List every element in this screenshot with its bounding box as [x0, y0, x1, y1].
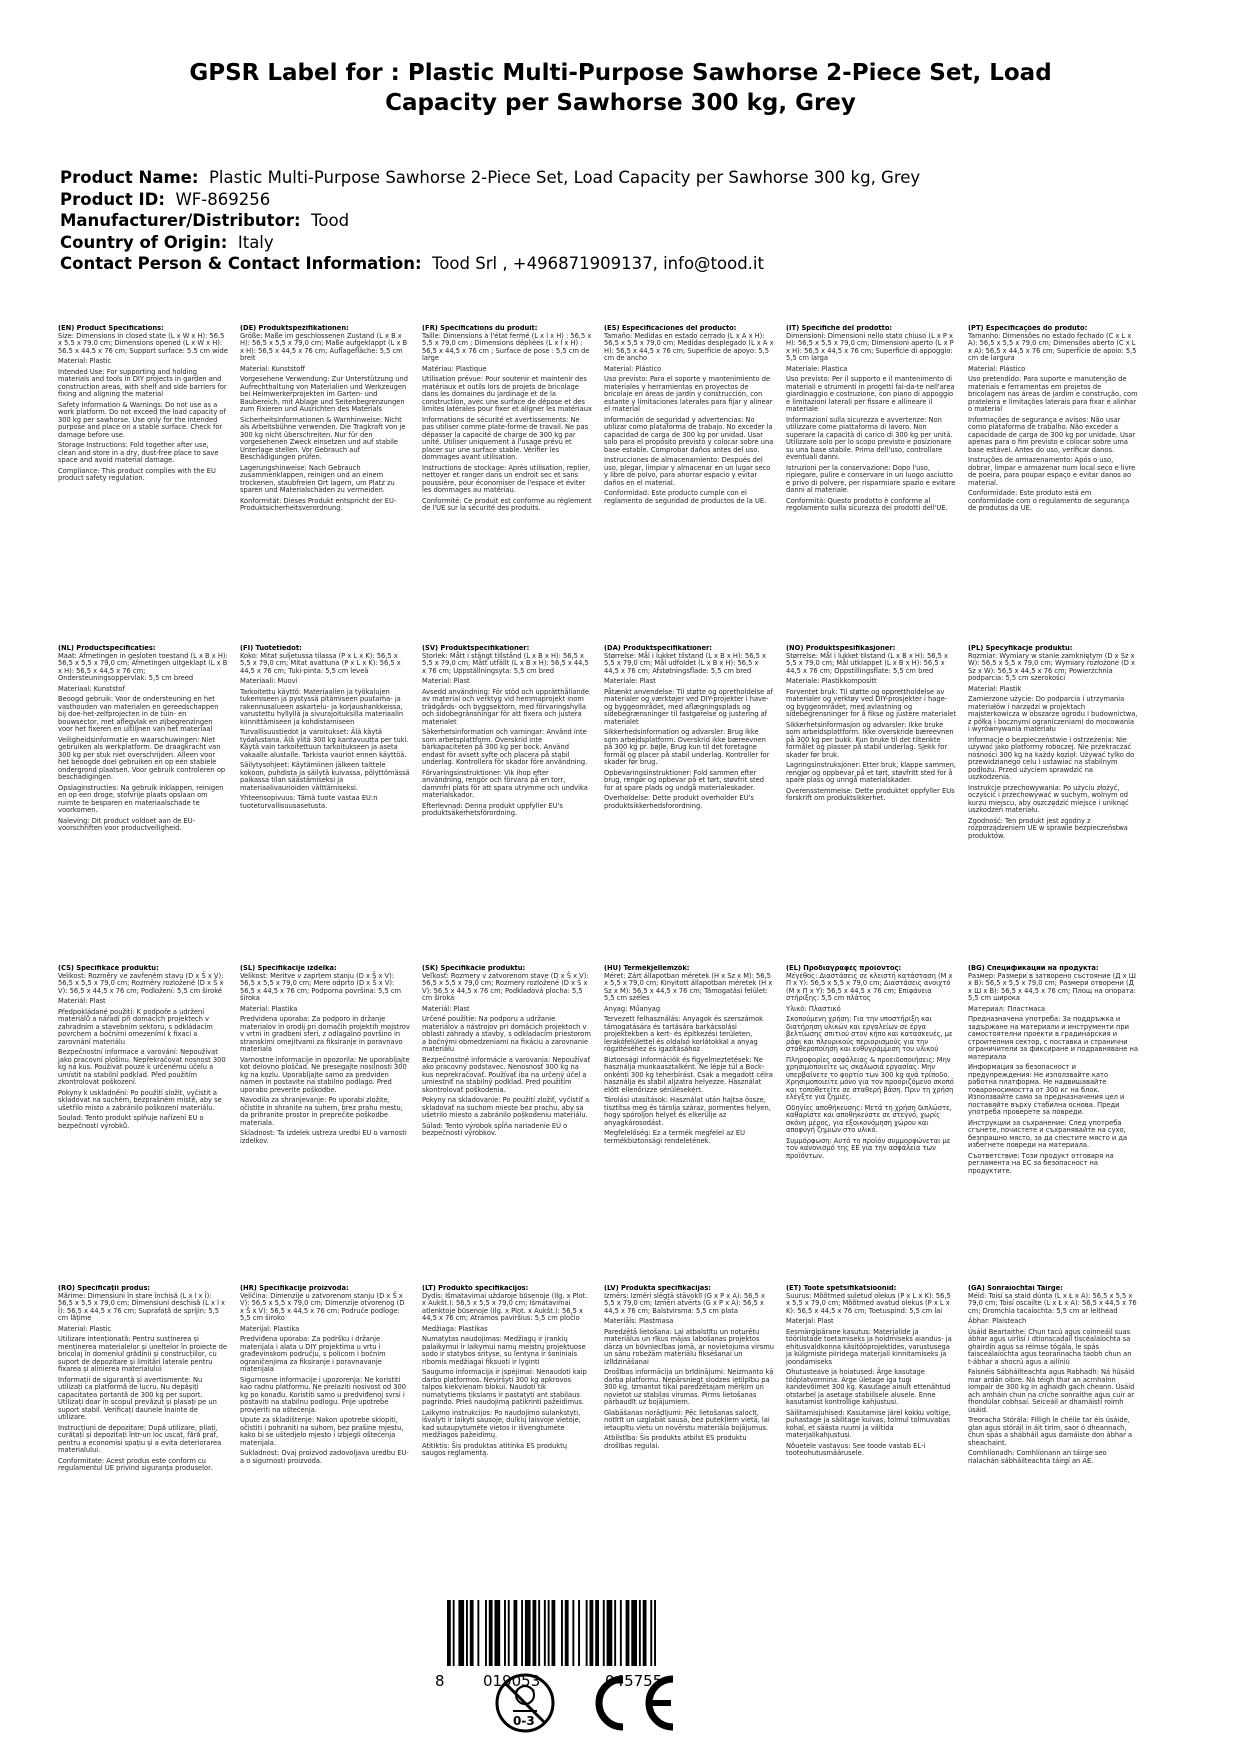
- spec-paragraph: Maat: Afmetingen in gesloten toestand (L x B x H): 56,5 x 5,5 x 79,0 cm; Afmetingen uitgeklapt (L x B x H): 56,5 x 44,5 x 76 cm; Ondersteuningsoppervlak: 5,5 cm breed: [58, 651, 228, 682]
- spec-paragraph: Mărime: Dimensiuni în stare închisă (L x l x Î): 56,5 x 5,5 x 79,0 cm; Dimensiuni deschisă (L x l x Î): 56,5 x 44,5 x 76 cm; Suprafață de sprijin: 5,5 cm lățime: [58, 1291, 226, 1322]
- spec-block-heading: (FI) Tuotetiedot:: [240, 645, 302, 652]
- spec-row: [58, 325, 1188, 625]
- spec-paragraph: Instrucciones de almacenamiento: Después del uso, plegar, limpiar y almacenar en un lugar seco y libre de polvo, para ahorrar espacio y evitar daños en el material.: [604, 456, 771, 487]
- spec-block-heading: (SK) Špecifikácie produktu:: [422, 965, 526, 972]
- spec-paragraph: Tarkoitettu käyttö: Materiaalien ja työkalujen tukemiseen ja pystyssä pitämiseen puutarha- ja rakennusalueen askartelu- ja korjaushankkeissa, varustettu hyllyllä ja sivurajoituksilla materiaalin kiinnittämiseen ja kohdistamiseen: [240, 687, 404, 726]
- spec-paragraph: Velikost: Meritve v zaprtem stanju (D x Š x V): 56,5 x 5,5 x 79,0 cm; Mere odprto (D x Š x V): 56,5 x 44,5 x 76 cm; Podporna površina: 5,5 cm široka: [240, 971, 402, 1002]
- barcode-bar: [586, 1600, 588, 1666]
- spec-row: [58, 645, 1188, 945]
- product-name-row: [60, 167, 1200, 189]
- spec-block-heading: (GA) Sonraíochtaí Táirge:: [968, 1285, 1063, 1292]
- spec-block: [786, 965, 956, 1265]
- barcode-bar: [544, 1600, 546, 1666]
- barcode-bar: [620, 1600, 622, 1666]
- spec-block: [786, 325, 956, 625]
- barcode-digit-prefix: 8: [435, 1672, 445, 1690]
- barcode-bar: [626, 1600, 630, 1666]
- spec-paragraph: Σκοπούμενη χρήση: Για την υποστήριξη και διατήρηση υλικών και εργαλείων σε έργα βελτίωσης σπιτιού στον κήπο και κατασκευές, με ράφι και πλευρικούς περιορισμούς για την σταθεροποίηση και ευθυγράμμιση του υλικού: [786, 1015, 953, 1053]
- spec-paragraph: Istruzioni per la conservazione: Dopo l'uso, ripiegare, pulire e conservare in un luogo asciutto e privo di polvere, per risparmiare spazio e evitare danni al materiale.: [786, 463, 956, 494]
- spec-block: [240, 325, 410, 625]
- spec-paragraph: Material: Plastic: [58, 357, 112, 365]
- spec-paragraph: Medžiaga: Plastikas: [422, 1324, 488, 1333]
- spec-paragraph: Conformité: Ce produit est conforme au règlement de l'UE sur la sécurité des produits.: [422, 496, 592, 512]
- spec-paragraph: Pokyny na skladovanie: Po použití zložiť, vyčistiť a skladovať na suchom mieste bez prachu, aby sa ušetrilo miesto a zabránilo poškodeniu materiálu.: [422, 1096, 590, 1119]
- spec-block-heading: (EN) Product Specifications:: [58, 325, 164, 332]
- spec-block-heading: (CS) Specifikace produktu:: [58, 965, 159, 972]
- spec-paragraph: Numatytas naudojimas: Medžiagų ir įrankių palaikymui ir laikymui namų meistrų projektuose sodo ir statybos srityse, su lentyna ir šoniniais ribomis medžiagai fiksuoti ir lyginti: [422, 1335, 586, 1366]
- ce-mark-icon: [599, 1679, 673, 1727]
- spec-paragraph: Efterlevnad: Denna produkt uppfyller EU's produktsäkerhetsförordning.: [422, 801, 563, 817]
- barcode-bar: [595, 1600, 599, 1666]
- barcode-bar: [572, 1600, 574, 1666]
- spec-paragraph: Съответствие: Този продукт отговаря на регламента на ЕС за безопасност на продуктите.: [968, 1151, 1114, 1175]
- spec-paragraph: Veiligheidsinformatie en waarschuwingen: Niet gebruiken als werkplatform. De draagkracht van 300 kg per stuk niet overschrijden. Alleen voor het beoogde doel gebruiken en op een stabiele ondergrond plaatsen. Voor gebruik controleren op beschadigingen.: [58, 735, 226, 781]
- spec-paragraph: Konformität: Dieses Produkt entspricht der EU-Produktsicherheitsverordnung.: [240, 496, 397, 512]
- spec-block-heading: (PT) Especificações do produto:: [968, 325, 1088, 332]
- spec-paragraph: Förvaringsinstruktioner: Vik ihop efter användning, rengör och förvara på en torr, dammfri plats för att spara utrymme och undvika materialskador.: [422, 768, 588, 799]
- spec-paragraph: Izmērs: Izmēri slēgtā stāvoklī (G x P x A): 56,5 x 5,5 x 79,0 cm; Izmēri atvērts (G x P x A): 56,5 x 44,5 x 76 cm; Balstvirsma: 5,5 cm plata: [604, 1291, 765, 1315]
- spec-paragraph: Bezpečnostní informace a varování: Nepoužívat jako pracovní plošinu. Nepřekračovat nosnost 300 kg na kus. Používat pouze k určenému účelu a umístit na stabilní podklad. Před použitím zkontrolovat poškození.: [58, 1048, 226, 1086]
- spec-paragraph: Sukladnost: Ovaj proizvod zadovoljava uredbu EU-a o sigurnosti proizvoda.: [240, 1449, 409, 1465]
- manufacturer-value: Tood: [311, 211, 350, 230]
- spec-block-heading: (DE) Produktspezifikationen:: [240, 325, 349, 332]
- origin-row: [60, 232, 1200, 254]
- spec-paragraph: Opslaginstructies: Na gebruik inklappen, reinigen en op een droge, stofvrije plaats opslaan om ruimte te besparen en materiaalschade te voorkomen.: [58, 783, 224, 814]
- barcode-bar: [607, 1600, 613, 1666]
- spec-paragraph: Informations de sécurité et avertissements: Ne pas utiliser comme plate-forme de travail. Ne pas dépasser la capacité de charge de 300 kg par unité. Utiliser uniquement à l'usage prévu et placer sur une surface stable. Vérifier les dommages avant utilisation.: [422, 415, 589, 461]
- spec-paragraph: Conformità: Questo prodotto è conforme al regolamento sulla sicurezza dei prodotti dell'UE.: [786, 496, 948, 512]
- spec-paragraph: Utilisation prévue: Pour soutenir et maintenir des matériaux et outils lors de projets de bricolage dans les domaines du jardinage et de la construction, avec une surface de dépose et des limites latérales pour fixer et aligner les matériaux: [422, 375, 592, 413]
- spec-paragraph: Zamierzone użycie: Do podparcia i utrzymania materiałów i narzędzi w projektach majsterkowicza w obszarze ogrodu i budownictwa, z półką i bocznymi ograniczeniami do mocowania i wyrównywania materiału: [968, 695, 1138, 733]
- svg-text:0-3: 0-3: [513, 1714, 535, 1728]
- spec-paragraph: Lagringsinstruksjoner: Etter bruk, klappe sammen, rengjør og oppbevar på et tørt, støvfritt sted for å spare plass og unngå materialskader.: [786, 761, 956, 784]
- spec-paragraph: Πληροφορίες ασφάλειας & προειδοποιήσεις: Μην χρησιμοποιείτε ως σκαλωσιά εργασίας. Μην υπερβαίνετε το φορτίο των 300 kg ανά τρίποδο. Χρησιμοποιείτε μόνο για τον προοριζόμενο σκοπό και τοποθετείτε σε σταθερή βάση. Πριν τη χρήση ελέγξτε για ζημιές.: [786, 1055, 954, 1101]
- spec-paragraph: Safety Information & Warnings: Do not use as a work platform. Do not exceed the load capacity of 300 kg per sawhorse. Use only for the intended purpose and place on a stable surface. Check for damage before use.: [58, 400, 226, 439]
- spec-paragraph: Material: Plastic: [58, 1324, 112, 1333]
- spec-paragraph: Storlek: Mått i stängt tillstånd (L x B x H): 56,5 x 5,5 x 79,0 cm; Mått utfällt (L x B x H): 56,5 x 44,5 x 76 cm; Uppställningsyta: 5,5 cm bred: [422, 651, 589, 675]
- spec-paragraph: Инструкции за съхранение: След употреба сгънете, почистете и съхранявайте на сухо, безпрашно място, за да спестите място и да избегнете повреди на материала.: [968, 1118, 1128, 1149]
- spec-paragraph: Storage Instructions: Fold together after use, clean and store in a dry, dust-free place to save space and avoid material damage.: [58, 441, 219, 464]
- spec-block: [604, 325, 774, 625]
- spec-paragraph: Размер: Размери в затворено състояние (Д x Ш x В): 56,5 x 5,5 x 79,0 cm; Размери отворени (Д x Ш x В): 56,5 x 44,5 x 76 cm; Площ на опората: 5,5 cm широка: [968, 971, 1136, 1002]
- spec-block-heading: (BG) Спецификации на продукта:: [968, 965, 1099, 972]
- spec-paragraph: Compliance: This product complies with the EU product safety regulation.: [58, 466, 216, 482]
- spec-paragraph: Lagerungshinweise: Nach Gebrauch zusammenklappen, reinigen und an einem trockenen, staubfreien Ort lagern, um Platz zu sparen und Materialschäden zu vermeiden.: [240, 463, 395, 494]
- spec-block-heading: (FR) Spécifications du produit:: [422, 325, 538, 332]
- contact-label: Contact Person & Contact Information:: [60, 254, 422, 273]
- barcode-bar: [650, 1600, 652, 1666]
- spec-paragraph: Atbilstība: Šis produkts atbilst ES produktu drošības regulai.: [604, 1434, 747, 1450]
- spec-paragraph: Overholdelse: Dette produkt overholder EU's produktsikkerhedsforordning.: [604, 794, 754, 810]
- spec-paragraph: Συμμόρφωση: Αυτό το προϊόν συμμορφώνεται με τον κανονισμό της ΕΕ για την ασφάλεια των προϊόντων.: [786, 1136, 951, 1160]
- contact-value: Tood Srl , +496871909137, info@tood.it: [432, 254, 764, 273]
- spec-paragraph: Sikkerhedsinformation og advarsler: Brug ikke som arbejdsplatform. Overskrid ikke bæreevnen på 300 kg pr. bøjle. Brug kun til det foretagne formål og placer på stabil underlag. Kontroller for skader før brug.: [604, 728, 770, 766]
- spec-paragraph: Varnostne informacije in opozorila: Ne uporabljajte kot delovno ploščad. Ne presegajte nosilnosti 300 kg na kozlu. Uporabljajte samo za predviden namen in postavite na stabilno podlago. Pred uporabo preverite poškodbe.: [240, 1055, 410, 1094]
- spec-paragraph: Zgodność: Ten produkt jest zgodny z rozporządzeniem UE w sprawie bezpieczeństwa produktów.: [968, 816, 1128, 840]
- spec-paragraph: Materiał: Plastik: [968, 684, 1022, 693]
- age-warning-icon: [497, 1675, 553, 1731]
- spec-paragraph: Úsáid Beartaithe: Chun tacú agus coinneáil suas ábhar agus uirlisí i dtionscadail tiscéalaíochta sa ghairdín agus sa réimse tógála, le spás taisceálaíochta agus teorannacha taobh chun an t-ábhar a shocrú agus a ailíniú: [968, 1327, 1132, 1366]
- spec-paragraph: Størrelse: Mål i lukket tilstand (L x B x H): 56,5 x 5,5 x 79,0 cm; Mål udfoldet (L x B x H): 56,5 x 44,5 x 76 cm; Afstøtningsflade: 5,5 cm bred: [604, 651, 766, 675]
- barcode-bar: [525, 1600, 531, 1666]
- barcode-bar: [458, 1600, 464, 1666]
- barcode-bar: [514, 1600, 518, 1666]
- spec-paragraph: Uso previsto: Para el soporte y mantenimiento de materiales y herramientas en proyectos de bricolaje en áreas de jardín y construcción, con estante y limitaciones laterales para fijar y alinear el material: [604, 375, 773, 413]
- spec-paragraph: Size: Dimensions in closed state (L x W x H): 56.5 x 5.5 x 79.0 cm; Dimensions opened (L x W x H): 56.5 x 44.5 x 76 cm; Support surface: 5.5 cm wide: [58, 331, 228, 355]
- spec-block: [786, 1285, 956, 1585]
- spec-paragraph: Ohutusteave ja hoiatused: Ärge kasutage tööplatvormina. Ärge ületage iga tugi kandevõimet 300 kg. Kasutage ainult ettenähtud otstarbel ja asetage stabiilsele alusele. Enne kasutamist kontrollige kahjustusi.: [786, 1368, 951, 1406]
- barcode-bar: [548, 1600, 550, 1666]
- spec-paragraph: Materiale: Plast: [604, 677, 656, 685]
- spec-paragraph: Veličina: Dimenzije u zatvorenom stanju (D x Š x V): 56,5 x 5,5 x 79,0 cm; Dimenzije otvorenog (D x Š x V): 56,5 x 44,5 x 76 cm; Područe podloge: 5,5 cm široko: [240, 1291, 405, 1322]
- spec-paragraph: Glabāšanas norādījumi: Pēc lietošanas salocīt, notīrīt un uzglabāt sausā, bez putekļiem vietā, lai ietaupītu vietu un novērstu materiāla bojājumus.: [604, 1408, 770, 1432]
- spec-paragraph: Uso pretendido: Para suporte e manutenção de materiais e ferramentas em projetos de bricolagem nas áreas de jardim e construção, com prateleira e limitações laterais para fixar e alinhar o material: [968, 375, 1138, 413]
- spec-row: [58, 965, 1188, 1265]
- spec-block-heading: (NL) Productspecificaties:: [58, 645, 156, 652]
- spec-paragraph: Materiál: Plast: [422, 1004, 470, 1013]
- spec-paragraph: Tamanho: Dimensões no estado fechado (C x L x A): 56,5 x 5,5 x 79,0 cm; Dimensões aberto (C x L x A): 56,5 x 44,5 x 76 cm; Superfície de apoio: 5,5 cm de largura: [968, 331, 1137, 362]
- spec-paragraph: Rozmiar: Wymiary w stanie zamkniętym (D x Sz x W): 56,5 x 5,5 x 79,0 cm; Wymiary rozłożone (D x Sz x W): 56,5 x 44,5 x 76 cm; Powierzchnia podparcia: 5,5 cm szerokości: [968, 651, 1136, 682]
- manufacturer-row: [60, 210, 1200, 232]
- spec-paragraph: Conformidad: Este producto cumple con el reglamento de seguridad de productos de la UE.: [604, 489, 767, 505]
- title-line-2: Capacity per Sawhorse 300 kg, Grey: [385, 90, 856, 116]
- spec-block: [240, 965, 410, 1265]
- spec-paragraph: Určené použitie: Na podporu a udržanie materiálov a nástrojov pri domácich projektoch v oblasti záhrady a stavby, s odkladacím priestorom a bočnými obmedzeniami na fixáciu a zarovnanie materiálu: [422, 1015, 591, 1053]
- barcode-bar: [614, 1600, 616, 1666]
- spec-block: [422, 965, 592, 1265]
- spec-block: [422, 645, 592, 945]
- spec-paragraph: Material: Kunststoff: [240, 364, 305, 373]
- barcode-bar: [470, 1600, 474, 1666]
- barcode-bar: [453, 1600, 455, 1666]
- spec-row: [58, 1285, 1188, 1585]
- spec-paragraph: Materiaali: Muovi: [240, 677, 298, 685]
- spec-paragraph: Instruções de armazenamento: Após o uso, dobrar, limpar e armazenar num local seco e livre de poeira, para poupar espaço e evitar danos ao material.: [968, 456, 1136, 487]
- spec-block-heading: (SL) Specifikacije izdelka:: [240, 965, 337, 972]
- spec-block: [968, 325, 1138, 625]
- spec-paragraph: Påtænkt anvendelse: Til støtte og opretholdelse af materialer og værktøjer ved DIY-projekter i have- og byggeområdet, med aflægningsplads og sidebegrænsninger til fastgørelse og justering af materialet: [604, 687, 773, 726]
- spec-paragraph: Saugumo informacija ir įspėjimai: Nenaudoti kaip darbo platformos. Neviršyti 300 kg apkrovos talpos kiekvienam blokui. Naudoti tik numatytiems tikslams ir pastatyti ant stabilaus pagrindo. Prieš naudojimą patikrinti pažeidimus.: [422, 1368, 587, 1406]
- spec-paragraph: Avsedd användning: För stöd och upprätthållande av material och verktyg vid hemmaprojekt inom trädgårds- och byggsektorn, med förvaringshylla och sidobegränsningar för att fixera och justera materialet: [422, 687, 590, 726]
- product-name-label: Product Name:: [60, 168, 199, 187]
- spec-paragraph: Méret: Zárt állapotban méretek (H x Sz x M): 56,5 x 5,5 x 79,0 cm; Kinyitott állapotban méretek (H x Sz x M): 56,5 x 44,5 x 76 cm; Támogatási felület: 5,5 cm széles: [604, 971, 773, 1002]
- spec-paragraph: Biztonsági információk és figyelmeztetések: Ne használja munkaasztalként. Ne lépje túl a Bock-onkénti 300 kg teherbírást. Csak a megadott célra használja és stabil aljzatra helyezze. Használat előtt ellenőrizze sérülésekért.: [604, 1055, 773, 1094]
- spec-paragraph: Soulad: Tento produkt splňuje nařízení EU o bezpečnosti výrobků.: [58, 1114, 204, 1130]
- spec-paragraph: Säilitamisjuhised: Kasutamise järel kokku voltige, puhastage ja säilitage kuivas, tolmul tolmuvabas kohal, et säästa ruumi ja vältida materjalikahjustusi.: [786, 1408, 951, 1439]
- spec-block: [968, 965, 1138, 1265]
- spec-paragraph: Naleving: Dit product voldoet aan de EU-voorschriften voor productveiligheid.: [58, 816, 196, 832]
- spec-paragraph: Tárolási utasítások: Használat után hajtsa össze, tisztítsa meg és tárolja száraz, pormentes helyen, hogy spóroljon helyet és elkerülje az anyagkárosodást.: [604, 1096, 771, 1127]
- barcode-bar: [643, 1600, 647, 1666]
- spec-paragraph: Säkerhetsinformation och varningar: Använd inte som arbetsplattform. Överskrid inte bärkapaciteten på 300 kg per bock. Använd endast för avsett syfte och placera på stabil underlag. Kontrollera för skador före användning.: [422, 728, 588, 766]
- spec-block: [604, 1285, 774, 1585]
- product-id-label: Product ID:: [60, 189, 165, 209]
- spec-paragraph: Taille: Dimensions à l'état fermé (L x l x H) : 56,5 x 5,5 x 79,0 cm ; Dimensions dépliées (L x l x H) : 56,5 x 44,5 x 76 cm ; Surface de pose : 5,5 cm de large: [422, 331, 592, 362]
- spec-paragraph: Vorgesehene Verwendung: Zur Unterstützung und Aufrechthaltung von Materialien und Werkzeugen bei Heimwerkerprojekten im Garten- und Baubereich, mit Ablage und Seitenbegrenzungen zum Fixieren und Ausrichten des Materials: [240, 375, 409, 413]
- barcode-bar: [590, 1600, 594, 1666]
- spec-paragraph: Navodila za shranjevanje: Po uporabi zložite, očistite in shranite na suhem, brez prahu mestu, da prihranite prostor in preprečite poškodbe materiala.: [240, 1096, 403, 1127]
- barcode-bar: [477, 1600, 479, 1666]
- barcode-bar: [504, 1600, 506, 1666]
- spec-paragraph: Materjal: Plast: [786, 1317, 834, 1325]
- spec-block-heading: (DA) Produktspecifikationer:: [604, 645, 712, 652]
- barcode-bar: [578, 1600, 580, 1666]
- spec-paragraph: Instrucțiuni de depozitare: După utilizare, pliați, curățați și depozitați într-un loc uscat, fără praf, pentru a economisi spațiu și a evita deteriorarea materialului.: [58, 1423, 222, 1454]
- spec-block-heading: (LV) Produkta specifikācijas:: [604, 1285, 711, 1292]
- spec-paragraph: Laikymo instrukcijos: Po naudojimo sulankstyti, išvalyti ir laikyti sausoje, dulkių laisvoje vietoje, kad sutaupytumėte vietos ir išvengtumėte medžiagos pažeidimų.: [422, 1408, 581, 1439]
- spec-paragraph: Størrelse: Mål i lukket tilstand (L x B x H): 56,5 x 5,5 x 79,0 cm; Mål utklappet (L x B x H): 56,5 x 44,5 x 76 cm; Oppstillingsflate: 5,5 cm bred: [786, 651, 948, 675]
- spec-paragraph: Atitiktis: Šis produktas atitinka ES produktų saugos reglamentą.: [422, 1441, 567, 1457]
- barcode-bar: [466, 1600, 468, 1666]
- spec-paragraph: Megfelelőség: Ez a termék megfelel az EU termékbiztonsági rendeletének.: [604, 1129, 745, 1145]
- spec-paragraph: Material: Plástico: [968, 364, 1026, 373]
- spec-block: [604, 645, 774, 945]
- spec-paragraph: Größe: Maße im geschlossenen Zustand (L x B x H): 56,5 x 5,5 x 79,0 cm; Maße aufgeklappt (L x B x H): 56,5 x 44,5 x 76 cm; Auflagefläche: 5,5 cm breit: [240, 331, 408, 362]
- spec-block: [968, 645, 1138, 945]
- spec-block: [240, 645, 410, 945]
- spec-paragraph: Intended Use: For supporting and holding materials and tools in DIY projects in garden and construction areas, with shelf and side barriers for fixing and aligning the material: [58, 367, 227, 398]
- spec-block: [422, 1285, 592, 1585]
- spec-paragraph: Utilizare intenționată: Pentru susținerea și menținerea materialelor și uneltelor în proiecte de bricolaj în domeniul grădinii și construcțiilor, cu suport de depozitare și limitări laterale pentru fixarea și alinierea materialului: [58, 1335, 228, 1373]
- spec-paragraph: Informazioni sulla sicurezza e avvertenze: Non utilizzare come piattaforma di lavoro. Non superare la capacità di carico di 300 kg per unità. Utilizzare solo per lo scopo previsto e posizionare su una base stabile. Prima dell'uso, controllare eventuali danni.: [786, 415, 953, 461]
- spec-paragraph: Μέγεθος: Διαστάσεις σε κλειστή κατάσταση (Μ x Π x Υ): 56,5 x 5,5 x 79,0 cm; Διαστάσεις ανοιχτό (Μ x Π x Υ): 56,5 x 44,5 x 76 cm; Επιφάνεια στήριξης: 5,5 cm πλάτος: [786, 971, 953, 1002]
- product-id-row: [60, 189, 1200, 211]
- spec-paragraph: Tervezett felhasználás: Anyagok és szerszámok támogatására és tartására barkácsolási projektekben a kert- és építkezési területen, lerakófelülettel és oldalsó korlátokkal a anyag rögzítéséhez és igazításához: [604, 1015, 764, 1053]
- spec-paragraph: Nõuetele vastavus: See toode vastab EL-i tooteohutusmäärusele.: [786, 1441, 926, 1457]
- spec-paragraph: Paredzētā lietošana: Lai atbalstītu un noturētu materiālus un rīkus mājas labošanas projektos dārza un būvniecības jomā, ar novietojuma virsmu un sānu robežām materiālu fiksēšanai un izlīdzināšanai: [604, 1327, 774, 1366]
- spec-paragraph: Yhteensopivuus: Tämä tuote vastaa EU:n tuoteturvallisuusasetusta.: [240, 794, 378, 810]
- barcode-bar: [447, 1600, 451, 1666]
- barcode-digits-left: 019053: [483, 1672, 541, 1690]
- barcode-bar: [552, 1600, 556, 1666]
- spec-paragraph: Informações de segurança e avisos: Não usar como plataforma de trabalho. Não exceder a capacidade de carga de 300 kg por unidade. Usar apenas para o fim previsto e colocar sobre uma base estável. Antes do uso, verificar danos.: [968, 415, 1136, 454]
- spec-block-heading: (NO) Produktspesifikasjoner:: [786, 645, 896, 652]
- spec-block-heading: (PL) Specyfikacje produktu:: [968, 645, 1073, 652]
- spec-paragraph: Matériau: Plastique: [422, 364, 487, 373]
- spec-paragraph: Materiale: Plastikkompositt: [786, 677, 877, 685]
- spec-paragraph: Anyag: Műanyag: [604, 1004, 661, 1013]
- spec-block: [968, 1285, 1138, 1585]
- spec-paragraph: Forventet bruk: Til støtte og opprettholdelse av materialer og verktøy ved DIY-prosjekter i hage- og byggeområdet, med avlastning og sidebegrensninger for å fikse og justere materialet: [786, 687, 956, 718]
- product-info: [60, 167, 1200, 275]
- product-id-value: WF-869256: [175, 189, 271, 209]
- spec-paragraph: Sicherheitsinformationen & Warnhinweise: Nicht als Arbeitsbühne verwenden. Die Tragkraft von je 300 kg nicht überschreiten. Nur für den vorgesehenen Zweck einsetzen und auf stabile Unterlage stellen. Vor Gebrauch auf Beschädigungen prüfen.: [240, 415, 406, 461]
- barcode-bar: [521, 1600, 523, 1666]
- spec-paragraph: Treoracha Stórála: Filligh le chéile tar éis úsáide, glan agus stóráil in áit tirim, saor ó dheannach, chun spás a shábháil agus damáiste don ábhar a sheachaint.: [968, 1416, 1133, 1447]
- spec-paragraph: Conformidade: Este produto está em conformidade com o regulamento de segurança de produtos da UE.: [968, 489, 1130, 512]
- spec-paragraph: Material: Plástico: [604, 364, 662, 373]
- spec-block: [58, 965, 228, 1265]
- spec-block: [58, 645, 228, 945]
- spec-paragraph: Bezpečnostné informácie a varovania: Nepoužívať ako pracovný podstavec. Nenosnosť 300 kg na kus neprekračovať. Používať iba na určený účel a umiestniť na stabilný podklad. Pred použitím skontrolovať poškodenia.: [422, 1055, 591, 1094]
- spec-block-heading: (HU) Termékjellemzők:: [604, 965, 690, 972]
- spec-paragraph: Dydis: Išmatavimai uždaroje būsenoje (Ilg. x Plot. x Aukšt.): 56,5 x 5,5 x 79,0 cm; Išmatavimai atlenktoje būsenoje (Ilg. x Plot. x Aukšt.): 56,5 x 44,5 x 76 cm; Atramos paviršius: 5,5 cm pločio: [422, 1291, 588, 1322]
- spec-paragraph: Informații de siguranță și avertismente: Nu utilizați ca platformă de lucru. Nu depășiți capacitatea portantă de 300 kg per suport. Utilizați doar în scopul prevăzut și plasați pe un suport stabil. Verificați daunele înainte de utilizare.: [58, 1375, 217, 1421]
- spec-paragraph: Dimensioni: Dimensioni nello stato chiuso (L x P x H): 56,5 x 5,5 x 79,0 cm; Dimensioni aperto (L x P x H): 56,5 x 44,5 x 76 cm; Superficie di appoggio: 5,5 cm larga: [786, 331, 954, 362]
- spec-block: [786, 645, 956, 945]
- barcode-bar: [489, 1600, 493, 1666]
- spec-paragraph: Drošības informācija un brīdinājumi: Neizmanto kā darba platformu. Nepārsniegt slodzes ietilpību pa 300 kg. Izmantot tikai paredzētajam mērķim un novietot uz stabilas virsmas. Pirms lietošanas pārbaudīt uz bojājumiem.: [604, 1368, 774, 1406]
- barcode-bar: [561, 1600, 563, 1666]
- spec-paragraph: Ábhar: Plaisteach: [968, 1317, 1027, 1325]
- spec-paragraph: Eesmärgipärane kasutus: Materjalide ja tööriistade toetamiseks ja hoidmiseks aiandus- ja ehitusvaldkonna käsitööprojektides, varustusega ja külgmiste piiridega materjali kinnitamiseks ja joondamiseks: [786, 1327, 952, 1366]
- safety-marks: [495, 1665, 755, 1745]
- spec-paragraph: Súlad: Tento výrobok spĺňa nariadenie EÚ o bezpečnosti výrobkov.: [422, 1121, 568, 1137]
- barcode-bar: [533, 1600, 537, 1666]
- spec-block-heading: (SV) Produktspecifikationer:: [422, 645, 530, 652]
- spec-paragraph: Material: Plast: [422, 677, 470, 685]
- spec-paragraph: Säilytysohjeet: Käytämiinen jälkeen taittele kokoon, puhdista ja säilytä kuivassa, pölyttömässä paikassa tilan säästämiseksi ja materiaalivaurioiden välttämiseksi.: [240, 761, 410, 792]
- spec-block-heading: (EL) Προδιαγραφές προϊόντος:: [786, 965, 902, 972]
- spec-paragraph: Méid: Toisí sa staid dúnta (L x Ł x A): 56,5 x 5,5 x 79,0 cm; Toisí oscailte (L x Ł x A): 56,5 x 44,5 x 76 cm; Dromchla tacaíochta: 5,5 cm ar leithead: [968, 1291, 1137, 1315]
- spec-paragraph: Suurus: Mõõtmed suletud olekus (P x L x K): 56,5 x 5,5 x 79,0 cm; Mõõtmed avatud olekus (P x L x K): 56,5 x 44,5 x 76 cm; Toetuspind: 5,5 cm lai: [786, 1291, 951, 1315]
- product-name-value: Plastic Multi-Purpose Sawhorse 2-Piece Set, Load Capacity per Sawhorse 300 kg, Grey: [208, 168, 921, 187]
- spec-block: [58, 1285, 228, 1585]
- spec-paragraph: Turvallisuustiedot ja varoitukset: Älä käytä työalustana. Älä ylitä 300 kg kantavuutta per tuki. Käytä vain tarkoitettuun tarkoitukseen ja aseta vakaalle alustalle. Tarkista vauriot ennen käyttöä.: [240, 728, 409, 759]
- barcode-bar: [631, 1600, 637, 1666]
- spec-block-heading: (ES) Especificaciones del producto:: [604, 325, 737, 332]
- spec-paragraph: Velikost: Rozměry ve zavřeném stavu (D x Š x V): 56,5 x 5,5 x 79,0 cm; Rozměry rozložené (D x Š x V): 56,5 x 44,5 x 76 cm; Podložení: 5,5 cm široké: [58, 971, 224, 995]
- spec-paragraph: Overensstemmelse: Dette produktet oppfyller EUs forskrift om produktsikkerhet.: [786, 786, 955, 802]
- barcode-bar: [639, 1600, 641, 1666]
- origin-label: Country of Origin:: [60, 232, 228, 252]
- spec-paragraph: Predviđena uporaba: Za podršku i držanje materijala i alata u DIY projektima u vrtu i građevinskom području, s policom i bočnim ograničenjima za fiksiranje i poravnavanje materijala: [240, 1335, 386, 1373]
- spec-paragraph: Pokyny k uskladnění: Po použití složit, vyčistit a skladovat na suchém, bezprašném místě, aby se ušetřilo místo a zabránilo poškození materiálu.: [58, 1088, 222, 1112]
- spec-paragraph: Sigurnosne informacije i upozorenja: Ne koristiti kao radnu platformu. Ne prelaziti nosivost od 300 kg po konađu. Koristiti samo u predviđenoj svrsi i postaviti na stabilnu podlogu. Prije upotrebe provjeriti na oštećenja.: [240, 1375, 406, 1414]
- spec-paragraph: Skladnost: Ta izdelek ustreza uredbi EU o varnosti izdelkov.: [240, 1129, 407, 1145]
- spec-paragraph: Beoogd gebruik: Voor de ondersteuning en het vasthouden van materialen en gereedschappen bij doe-het-zelfprojecten in de tuin- en bouwsector, met aflegvlak en zijbegrenzingen voor het fixeren en uitlijnen van het materiaal: [58, 695, 219, 733]
- label-title: [120, 58, 1121, 118]
- spec-paragraph: Οδηγίες αποθήκευσης: Μετά τη χρήση διπλώστε, καθαρίστε και αποθηκεύστε σε στεγνό, χωρίς σκόνη μέρος, για εξοικονόμηση χώρου και αποφυγή ζημιών στο υλικό.: [786, 1103, 952, 1134]
- spec-paragraph: Tamaño: Medidas en estado cerrado (L x A x H): 56,5 x 5,5 x 79,0 cm; Medidas desplegado (L x A x H): 56,5 x 44,5 x 76 cm; Superficie de apoyo: 5,5 cm de ancho: [604, 331, 774, 362]
- spec-paragraph: Materiāls: Plastmasa: [604, 1317, 674, 1325]
- spec-paragraph: Material: Plastika: [240, 1004, 298, 1013]
- spec-paragraph: Veľkosť: Rozmery v zatvorenom stave (D x Š x V): 56,5 x 5,5 x 79,0 cm; Rozmery rozložené (D x Š x V): 56,5 x 44,5 x 76 cm; Podkladová plocha: 5,5 cm široká: [422, 971, 589, 1002]
- spec-block-heading: (HR) Specifikacije proizvoda:: [240, 1285, 349, 1292]
- barcode-bar: [485, 1600, 487, 1666]
- spec-paragraph: Opbevaringsinstruktioner: Fold sammen efter brug, rengør og opbevar på et tørt, støvfrit sted for at spare plads og undgå materialeskader.: [604, 768, 764, 792]
- spec-paragraph: Předpokládané použití: K podpoře a udržení materiálů a nářadí při domácích projektech v zahradním a stavebním sektoru, s odkládacím povrchem a bočními omezeními k fixaci a zarovnání materiálu: [58, 1007, 213, 1046]
- spec-block: [422, 325, 592, 625]
- spec-block-heading: (IT) Specifiche del prodotto:: [786, 325, 893, 332]
- origin-value: Italy: [237, 232, 274, 252]
- spec-paragraph: Υλικό: Πλαστικό: [786, 1004, 841, 1013]
- title-line-1: GPSR Label for : Plastic Multi-Purpose Sawhorse 2-Piece Set, Load: [189, 60, 1052, 86]
- spec-paragraph: Материал: Пластмаса: [968, 1004, 1046, 1013]
- barcode-bar: [603, 1600, 605, 1666]
- spec-paragraph: Conformitate: Acest produs este conform cu regulamentul UE privind siguranța produselor.: [58, 1456, 213, 1472]
- spec-block: [604, 965, 774, 1265]
- spec-paragraph: Materiál: Plast: [58, 997, 106, 1005]
- spec-paragraph: Upute za skladištenje: Nakon upotrebe sklopiti, očistiti i pohraniti na suhom, bez prašine mjestu, kako bi se uštedjelo mjesto i izbjegli oštećenja materijala.: [240, 1416, 404, 1447]
- spec-paragraph: Информация за безопасност и предупреждения: Не използвайте като работна платформа. Не надвишавайте товароносимостта от 300 кг на блок. Използвайте само за предназначения цел и поставяйте върху стабилна основа. Преди употреба проверете за повреди.: [968, 1063, 1125, 1116]
- spec-paragraph: Materijal: Plastika: [240, 1324, 300, 1333]
- barcode-bar: [565, 1600, 569, 1666]
- spec-paragraph: Materiale: Plastica: [786, 364, 848, 373]
- spec-block: [240, 1285, 410, 1585]
- spec-paragraph: Información de seguridad y advertencias: No utilizar como plataforma de trabajo. No exceder la capacidad de carga de 300 kg por unidad. Usar solo para el propósito previsto y colocar sobre una base estable. Comprobar daños antes del uso.: [604, 415, 774, 454]
- barcode-digits-right: 045755: [605, 1672, 663, 1690]
- spec-paragraph: Uso previsto: Per il supporto e il mantenimento di materiali e strumenti in progetti fai-da-te nell'area giardinaggio e costruzione, con piano di appoggio e limitazioni laterali per fissare e allineare il materiale: [786, 375, 955, 413]
- barcode-bars: [435, 1600, 715, 1672]
- spec-paragraph: Predvidena uporaba: Za podporo in držanje materialov in orodij pri domačih projektih mojstrov v vrtni in gradbeni sferi, z odlagalno površino in stranskimi omejitvami za fiksiranje in poravnavo materiala: [240, 1015, 410, 1053]
- spec-block: [58, 325, 228, 625]
- spec-paragraph: Instructions de stockage: Après utilisation, replier, nettoyer et ranger dans un endroit sec et sans poussière, pour économiser de l'espace et éviter les dommages au matériau.: [422, 463, 591, 494]
- spec-paragraph: Comhlíonadh: Comhlíonann an táirge seo rialachán sábháilteachta táirgí an AE.: [968, 1449, 1107, 1465]
- barcode-bar: [508, 1600, 510, 1666]
- spec-paragraph: Faisnéis Sábháilteachta agus Rabhadh: Ná húsáid mar ardán oibre. Ná téigh thar an acmhainn iompair de 300 kg in aghaidh gach cheann. Úsáid ach amháin chun na críche sonraithe agus cuir ar fhondúlar cobhsaí. Seiceáil ar dhamáistí roimh úsáid.: [968, 1368, 1135, 1414]
- barcode-bar: [495, 1600, 501, 1666]
- manufacturer-label: Manufacturer/Distributor:: [60, 211, 301, 230]
- barcode-bar: [538, 1600, 540, 1666]
- spec-block-heading: (RO) Specificații produs:: [58, 1285, 151, 1292]
- spec-block-heading: (ET) Toote spetsifikatsioonid:: [786, 1285, 897, 1292]
- spec-paragraph: Предназначена употреба: За поддръжка и задържане на материали и инструменти при самостоятелни проекти в градинарския и строителния сектор, с поставка и странични ограничители за фиксиране и подравняване на материала: [968, 1015, 1138, 1061]
- spec-paragraph: Instrukcje przechowywania: Po użyciu złożyć, oczyścić i przechowywać w suchym, wolnym od kurzu miejscu, aby oszczędzić miejsce i uniknąć uszkodzeń materiału.: [968, 783, 1129, 814]
- spec-paragraph: Koko: Mitat suljetussa tilassa (P x L x K): 56,5 x 5,5 x 79,0 cm; Mitat avattuna (P x L x K): 56,5 x 44,5 x 76 cm; Tuki-pinta: 5,5 cm leveä: [240, 651, 401, 675]
- spec-block-heading: (LT) Produkto specifikacijos:: [422, 1285, 529, 1292]
- contact-row: [60, 253, 1200, 275]
- spec-paragraph: Materiaal: Kunststof: [58, 684, 125, 693]
- spec-paragraph: Sikkerhetsinformasjon og advarsler: Ikke bruke som arbeidsplattform. Ikke overskride bæreevnen på 300 kg per bukk. Kun bruke til det tiltenkte formålet og plasser på stabil underlag. Sjekk for skader før bruk.: [786, 720, 954, 759]
- spec-paragraph: Informacje o bezpieczeństwie i ostrzeżenia: Nie używać jako platformy roboczej. Nie przekraczać nośności 300 kg na każdy kozioł. Używać tylko do przewidzianego celu i ustawiać na stabilnym podłożu. Przed użyciem sprawdzić na uszkodzenia.: [968, 735, 1135, 781]
- barcode-bar: [654, 1600, 656, 1666]
